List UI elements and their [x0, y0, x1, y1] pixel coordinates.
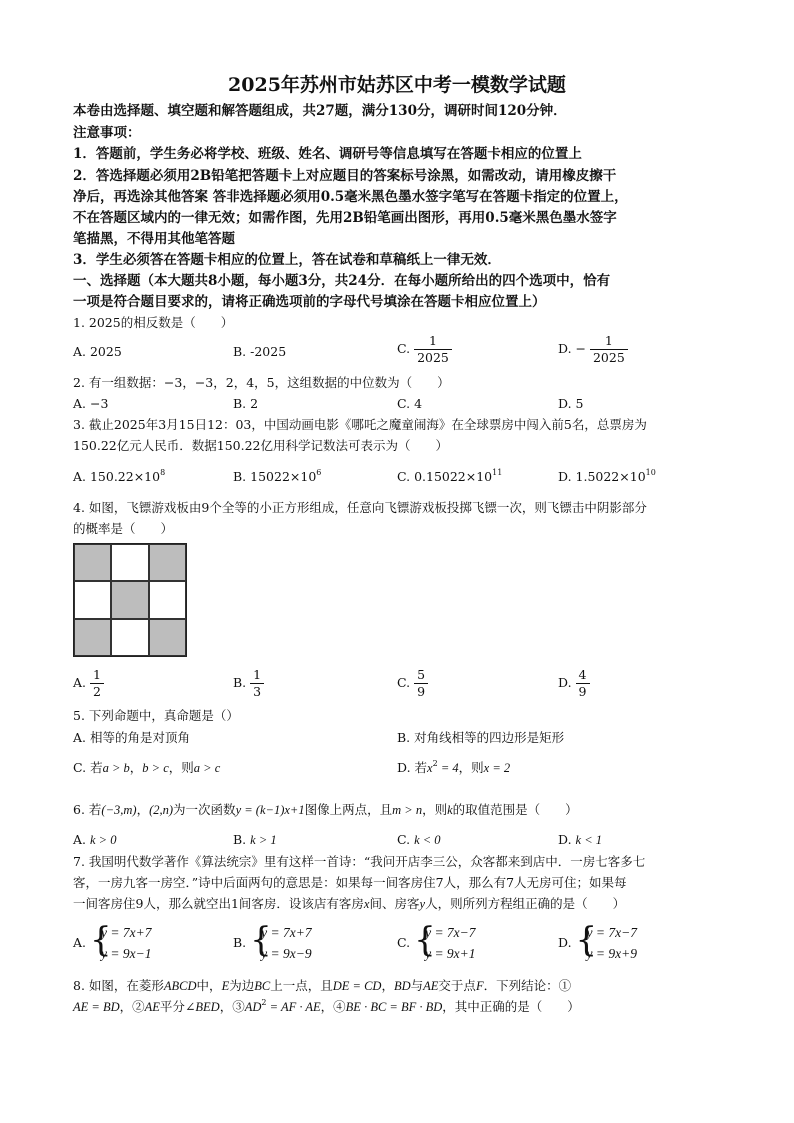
- fraction: $\frac{1}{2}$: [90, 667, 104, 700]
- q3-option-d: D. $1.5022\times 10^{10}$: [558, 468, 656, 484]
- q7-option-a: A. { y = 7x+7 y = 9x−1: [73, 922, 151, 964]
- section-heading: 一项是符合题目要求的，请将正确选项前的字母代号填涂在答题卡相应位置上）: [73, 294, 546, 310]
- question-4-stem: 的概率是（ ）: [73, 521, 174, 536]
- equation-system: { y = 7x+7 y = 9x−1: [90, 920, 152, 961]
- q5-option-b: B. 对角线相等的四边形是矩形: [397, 730, 565, 745]
- question-7-stem: 7. 我国明代数学著作《算法统宗》里有这样一首诗：“我问开店李三公，众客都来到店中．一房七客多七: [73, 854, 646, 869]
- question-8-stem: 8. 如图，在菱形ABCD中，E为边BC上一点，且DE = CD，BD与AE交于点F．下列结论：①: [73, 978, 572, 993]
- notice-line: 1．答题前，学生务必将学校、班级、姓名、调研号等信息填写在答题卡相应的位置上: [73, 146, 582, 162]
- fraction: $\frac{1}{3}$: [250, 667, 264, 700]
- question-2-stem: 2. 有一组数据：−3，−3，2，4，5，这组数据的中位数为（ ）: [73, 375, 450, 390]
- q4-option-a: A. $\frac{1}{2}$: [73, 667, 104, 700]
- question-4-stem: 4. 如图，飞镖游戏板由9个全等的小正方形组成，任意向飞镖游戏板投掷飞镖一次，则飞镖击中阴影部分: [73, 500, 647, 515]
- fraction: $\frac{1}{2025}$: [590, 333, 628, 366]
- equation-system: { y = 7x−7 y = 9x+9: [575, 920, 638, 961]
- q7-option-c: C. { y = 7x−7 y = 9x+1: [397, 922, 476, 964]
- intro-text: 本卷由选择题、填空题和解答题组成，共27题，满分130分，调研时间120分钟．: [73, 103, 567, 119]
- question-7-stem: 客，一房九客一房空．”诗中后面两句的意思是：如果每一间客房住7人，那么有7人无房可住；如果每: [73, 875, 627, 890]
- grid-cell: [149, 581, 186, 618]
- q1-option-a: A. 2025: [73, 344, 122, 359]
- q4-option-d: D. $\frac{4}{9}$: [558, 667, 590, 700]
- q2-option-c: C. 4: [397, 396, 423, 411]
- page-title: 2025年苏州市姑苏区中考一模数学试题: [228, 74, 566, 96]
- question-6-stem: 6. 若(−3,m)，(2,n)为一次函数y = (k−1)x+1图像上两点，且m > n，则k的取值范围是（ ）: [73, 802, 578, 817]
- q3-option-a: A. $150.22\times 10^8$: [73, 468, 166, 484]
- notice-line: 2．答选择题必须用2B铅笔把答题卡上对应题目的答案标号涂黑，如需改动，请用橡皮擦干: [73, 168, 617, 184]
- grid-cell-shaded: [149, 619, 186, 656]
- q5-option-c: C. 若a > b，b > c，则a > c: [73, 760, 221, 775]
- q2-option-d: D. 5: [558, 396, 584, 411]
- equation-system: { y = 7x−7 y = 9x+1: [414, 920, 476, 961]
- q1-option-d: D. − $\frac{1}{2025}$: [558, 333, 628, 366]
- q6-option-c: C. k < 0: [397, 832, 441, 847]
- q3-option-b: B. $15022\times 10^6$: [233, 468, 322, 484]
- q4-option-c: C. $\frac{5}{9}$: [397, 667, 428, 700]
- q3-option-c: C. $0.15022\times 10^{11}$: [397, 468, 503, 484]
- q2-option-b: B. 2: [233, 396, 259, 411]
- grid-cell-shaded: [111, 581, 148, 618]
- notice-line: 净后，再选涂其他答案 答非选择题必须用0.5毫米黑色墨水签字笔写在答题卡指定的位置上，: [73, 189, 628, 205]
- question-8-stem: AE = BD，②AE平分∠BED，$③AD^2$ = AF · AE，④BE · BC = BF · BD，其中正确的是（ ）: [73, 998, 580, 1014]
- question-7-stem: 一间客房住9人，那么就空出1间客房．设该店有客房x间、房客y人，则所列方程组正确的是（ ）: [73, 896, 626, 911]
- grid-cell: [111, 544, 148, 581]
- question-3-stem: 150.22亿元人民币．数据150.22亿用科学记数法可表示为（ ）: [73, 438, 448, 453]
- notice-line: 笔描黑，不得用其他笔答题: [73, 231, 235, 247]
- q4-option-b: B. $\frac{1}{3}$: [233, 667, 264, 700]
- question-1-stem: 1. 2025的相反数是（ ）: [73, 315, 234, 330]
- q1-option-c: C. $\frac{1}{2025}$: [397, 333, 452, 366]
- notice-line: 不在答题区域内的一律无效；如需作图，先用2B铅笔画出图形，再用0.5毫米黑色墨水签字: [73, 210, 617, 226]
- notice-heading: 注意事项：: [73, 125, 141, 141]
- q7-option-d: D. { y = 7x−7 y = 9x+9: [558, 922, 637, 964]
- grid-cell: [74, 581, 111, 618]
- q7-option-b: B. { y = 7x+7 y = 9x−9: [233, 922, 312, 964]
- grid-cell-shaded: [74, 544, 111, 581]
- dartboard-grid: [73, 543, 187, 657]
- fraction: $\frac{1}{2025}$: [414, 333, 452, 366]
- q5-option-a: A. 相等的角是对顶角: [73, 730, 190, 745]
- grid-cell-shaded: [149, 544, 186, 581]
- q1-option-b: B. -2025: [233, 344, 287, 359]
- grid-cell-shaded: [74, 619, 111, 656]
- q6-option-a: A. k > 0: [73, 832, 117, 847]
- notice-line: 3．学生必须答在答题卡相应的位置上，答在试卷和草稿纸上一律无效．: [73, 252, 501, 268]
- q2-option-a: A. −3: [73, 396, 109, 411]
- fraction: $\frac{5}{9}$: [414, 667, 428, 700]
- q6-option-b: B. k > 1: [233, 832, 277, 847]
- question-3-stem: 3. 截止2025年3月15日12：03，中国动画电影《哪吒之魔童闹海》在全球票房中闯入前5名，总票房为: [73, 417, 647, 432]
- equation-system: { y = 7x+7 y = 9x−9: [250, 920, 312, 961]
- q5-option-d: D. 若$x^2 = 4$，则x = 2: [397, 759, 511, 775]
- section-heading: 一、选择题（本大题共8小题，每小题3分，共24分．在每小题所给出的四个选项中，恰有: [73, 273, 611, 289]
- fraction: $\frac{4}{9}$: [576, 667, 590, 700]
- grid-cell: [111, 619, 148, 656]
- question-5-stem: 5. 下列命题中，真命题是（）: [73, 708, 239, 723]
- q6-option-d: D. k < 1: [558, 832, 603, 847]
